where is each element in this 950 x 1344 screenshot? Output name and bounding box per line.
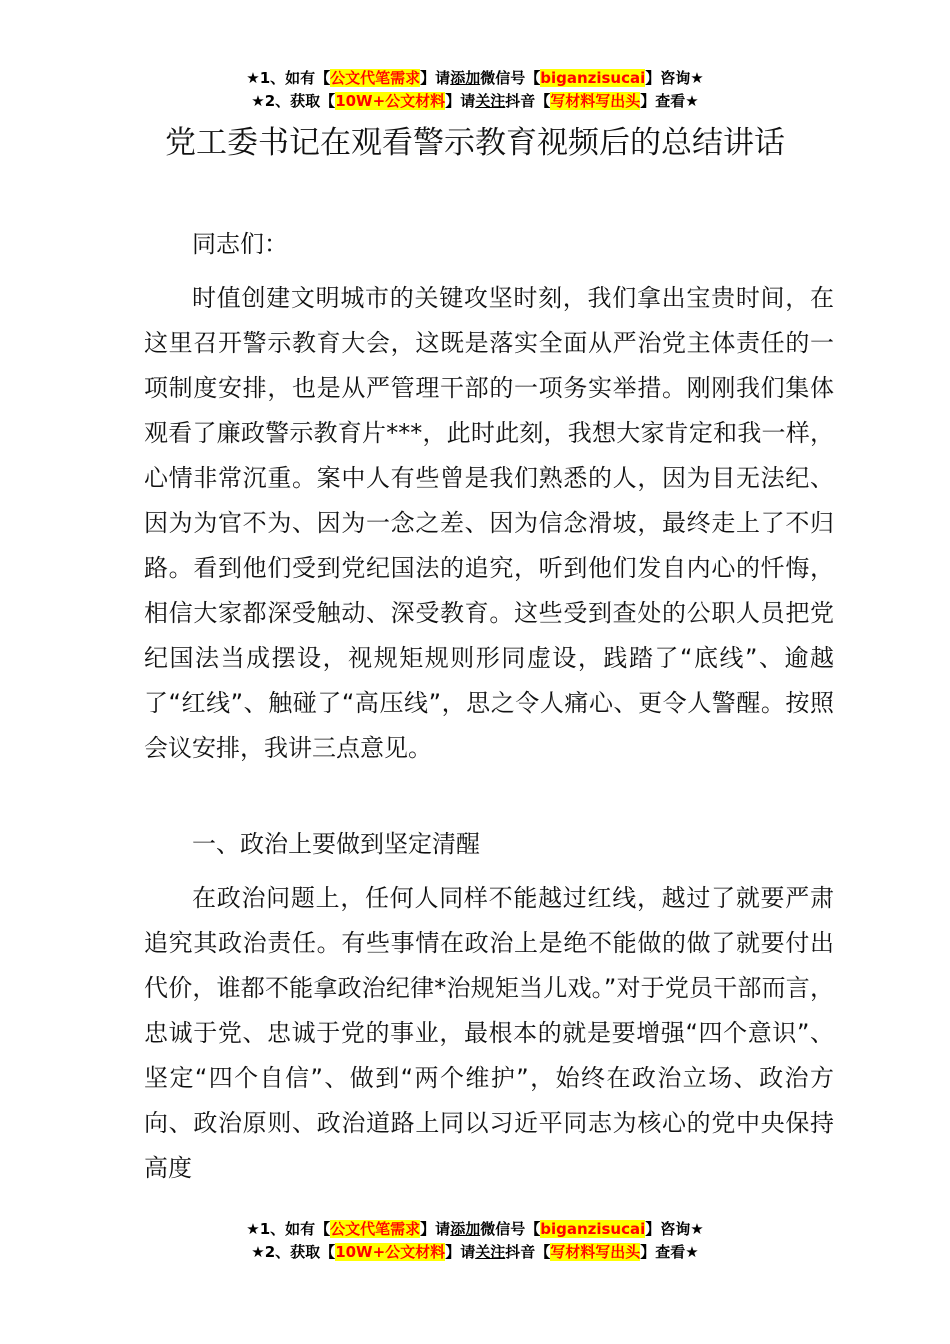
promo-line-2: ★2、获取【10W+公文材料】请关注抖音【写材料写出头】查看★	[251, 1243, 699, 1261]
paragraph-section-1: 在政治问题上，任何人同样不能越过红线，越过了就要严肃追究其政治责任。有些事情在政治上是绝不能做的做了就要付出代价，谁都不能拿政治纪律*治规矩当儿戏。”对于党员干部而言，忠诚于党、忠诚于党的事业，最根本的就是要增强“四个意识”、坚定“四个自信”、做到“两个维护”，始终在政治立场、政治方向、政治原则、政治道路上同以习近平同志为核心的党中央保持高度	[144, 884, 834, 1182]
paragraph-intro: 时值创建文明城市的关键攻坚时刻，我们拿出宝贵时间，在这里召开警示教育大会，这既是落实全面从严治党主体责任的一项制度安排，也是从严管理干部的一项务实举措。刚刚我们集体观看了廉政警示教育片***，此时此刻，我想大家肯定和我一样，心情非常沉重。案中人有些曾是我们熟悉的人，因为目无法纪、因为为官不为、因为一念之差、因为信念滑坡，最终走上了不归路。看到他们受到党纪国法的追究，听到他们发自内心的忏悔，相信大家都深受触动、深受教育。这些受到查处的公职人员把党纪国法当成摆设，视规矩规则形同虚设，践踏了“底线”、逾越了“红线”、触碰了“高压线”，思之令人痛心、更令人警醒。按照会议安排，我讲三点意见。	[144, 284, 834, 762]
promo-line-1: ★1、如有【公文代笔需求】请添加微信号【biganzisucai】咨询★	[246, 1220, 704, 1238]
star-icon: ★	[251, 92, 265, 110]
highlight-materials: 10W+公文材料	[335, 92, 446, 110]
promo-banner-top	[0, 67, 950, 113]
highlight-douyin-id: 写材料写出头	[550, 1243, 641, 1261]
star-icon: ★	[251, 1243, 265, 1261]
highlight-materials: 10W+公文材料	[335, 1243, 446, 1261]
highlight-douyin-id: 写材料写出头	[550, 92, 641, 110]
document-title: 党工委书记在观看警示教育视频后的总结讲话	[165, 125, 785, 161]
highlight-wechat-id: biganzisucai	[540, 69, 646, 87]
promo-line-1: ★1、如有【公文代笔需求】请添加微信号【biganzisucai】咨询★	[246, 69, 704, 87]
salutation: 同志们：	[192, 230, 288, 258]
section-heading-1: 一、政治上要做到坚定清醒	[192, 830, 480, 858]
promo-line-2: ★2、获取【10W+公文材料】请关注抖音【写材料写出头】查看★	[251, 92, 699, 110]
highlight-service: 公文代笔需求	[330, 69, 421, 87]
highlight-service: 公文代笔需求	[330, 1220, 421, 1238]
star-icon: ★	[246, 1220, 260, 1238]
highlight-wechat-id: biganzisucai	[540, 1220, 646, 1238]
promo-banner-bottom	[0, 1218, 950, 1264]
star-icon: ★	[246, 69, 260, 87]
